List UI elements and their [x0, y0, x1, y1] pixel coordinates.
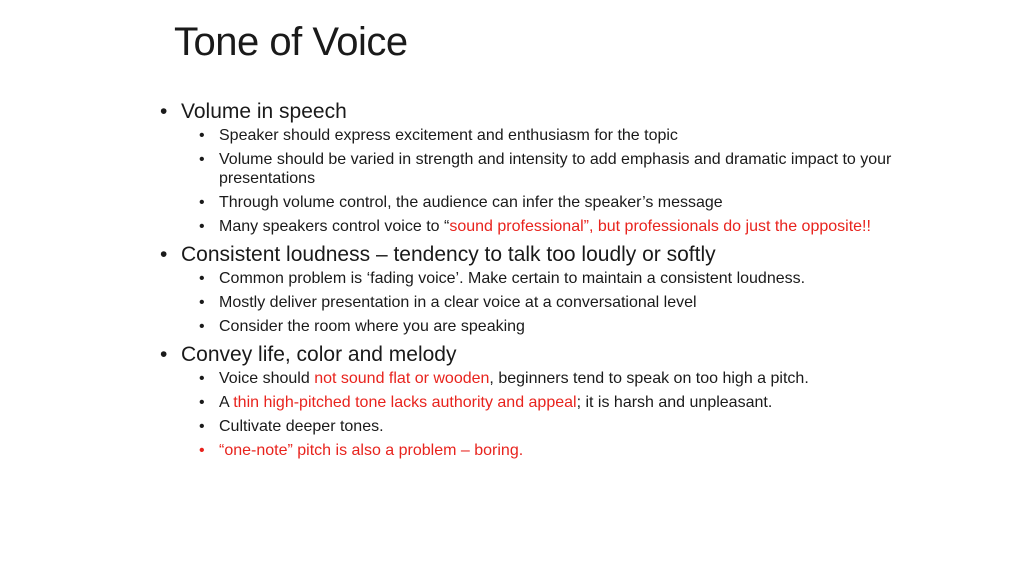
bullet-text: A	[219, 394, 234, 411]
bullet-dot-icon: •	[199, 194, 205, 211]
bullet-text: ; it is harsh and unpleasant.	[576, 394, 773, 411]
bullet-text: , beginners tend to speak on too high a pitch.	[489, 370, 809, 387]
bullet-text: Voice should	[219, 370, 315, 387]
slide-content	[160, 96, 900, 465]
sub-bullet-list	[160, 126, 900, 236]
bullet-dot-icon: •	[199, 127, 205, 144]
highlighted-text: “one-note” pitch is also a problem – boring.	[219, 442, 524, 459]
bullet-text: Many speakers control voice to “	[219, 218, 450, 235]
sub-bullet-item	[160, 126, 900, 145]
sub-bullet-item	[160, 441, 900, 460]
bullet-text: Consider the room where you are speaking	[219, 318, 525, 335]
sub-bullet-item	[160, 293, 900, 312]
sub-bullet-item	[160, 269, 900, 288]
bullet-dot-icon: •	[199, 294, 205, 311]
sub-bullet-item	[160, 317, 900, 336]
bullet-dot-icon: •	[199, 370, 205, 387]
bullet-dot-icon: •	[199, 442, 205, 459]
bullet-dot-icon: •	[199, 394, 205, 411]
section-heading: • Convey life, color and melody	[160, 341, 900, 369]
bullet-text: Common problem is ‘fading voice’. Make certain to maintain a consistent loudness.	[219, 270, 806, 287]
bullet-dot-icon: •	[199, 418, 205, 435]
highlighted-text: thin high-pitched tone lacks authority and appeal	[233, 394, 577, 411]
bullet-text: Volume should be varied in strength and intensity to add emphasis and dramatic impact to your presentations	[219, 151, 892, 187]
bullet-text: Speaker should express excitement and enthusiasm for the topic	[219, 127, 678, 144]
sub-bullet-item	[160, 393, 900, 412]
sub-bullet-item	[160, 193, 900, 212]
sub-bullet-list	[160, 369, 900, 460]
sub-bullet-item	[160, 369, 900, 388]
slide-title: Tone of Voice	[174, 20, 408, 64]
section-heading: • Consistent loudness – tendency to talk too loudly or softly	[160, 241, 900, 269]
sub-bullet-item	[160, 150, 900, 188]
highlighted-text: not sound flat or wooden	[314, 370, 490, 387]
sub-bullet-item	[160, 217, 900, 236]
sub-bullet-item	[160, 417, 900, 436]
bullet-text: Cultivate deeper tones.	[219, 418, 384, 435]
section-heading: • Volume in speech	[160, 98, 900, 126]
bullet-dot-icon: •	[199, 151, 205, 168]
highlighted-text: sound professional”, but professionals do just the opposite!!	[449, 218, 871, 235]
bullet-text: Mostly deliver presentation in a clear voice at a conversational level	[219, 294, 697, 311]
bullet-dot-icon: •	[199, 270, 205, 287]
bullet-dot-icon: •	[199, 318, 205, 335]
bullet-text: Through volume control, the audience can infer the speaker’s message	[219, 194, 723, 211]
sub-bullet-list	[160, 269, 900, 336]
bullet-dot-icon: •	[199, 218, 205, 235]
